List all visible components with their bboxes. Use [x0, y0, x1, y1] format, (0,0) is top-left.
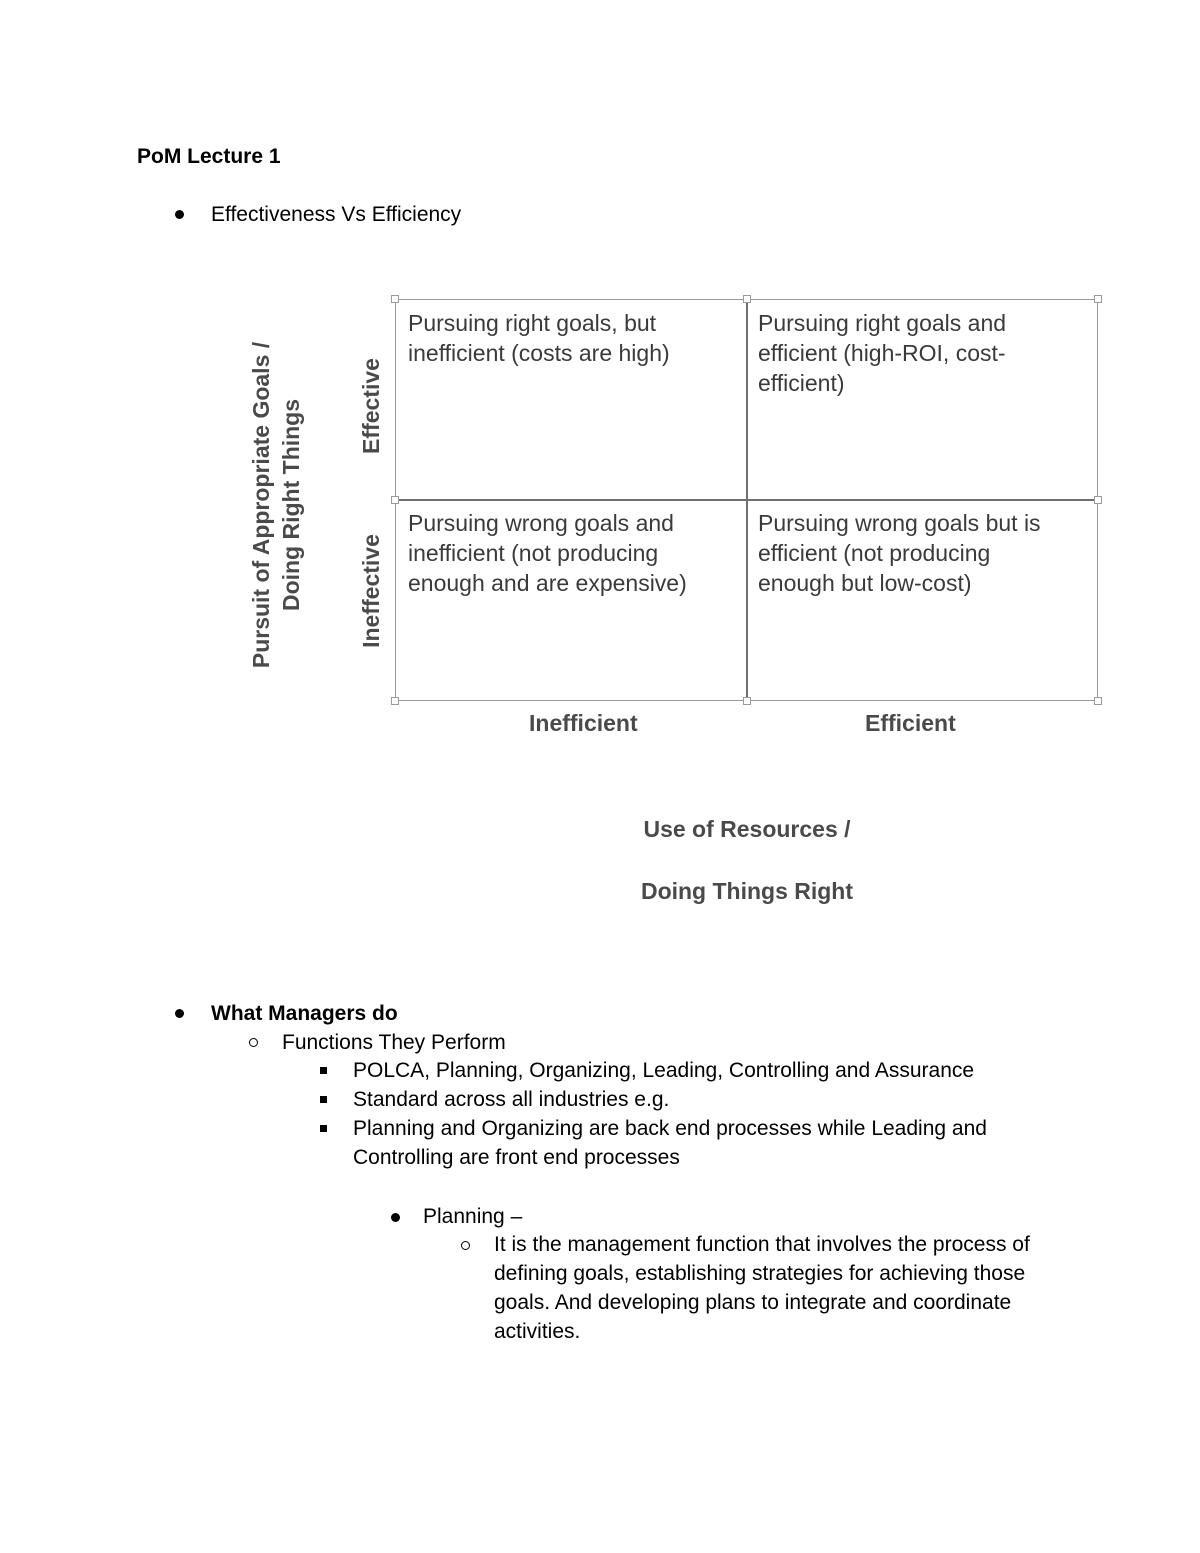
planning-definition-line1: It is the management function that involves the process of [494, 1233, 1030, 1256]
planning-definition-line3: goals. And developing plans to integrate and coordinate [494, 1291, 1012, 1314]
resize-handle-bottom-left[interactable] [391, 697, 399, 705]
cell-ineffective-inefficient: Pursuing wrong goals and inefficient (not producing enough and are expensive) [408, 510, 687, 596]
sub-bullet-functions-they-perform: Functions They Perform [282, 1031, 506, 1054]
planning-definition-line2: defining goals, establishing strategies for achieving those [494, 1262, 1026, 1285]
bullet-circle-icon [461, 1241, 470, 1250]
x-axis-title-line1: Use of Resources / [643, 816, 851, 842]
bullet-square-icon [320, 1067, 327, 1074]
bullet-disc-icon [175, 210, 184, 219]
resize-handle-middle-left[interactable] [391, 496, 399, 504]
cell-effective-inefficient: Pursuing right goals, but inefficient (costs are high) [408, 310, 670, 366]
planning-definition-line4: activities. [494, 1320, 581, 1343]
row-label-effective: Effective [358, 358, 384, 454]
resize-handle-bottom-right[interactable] [1094, 697, 1102, 705]
x-axis-title [597, 783, 897, 938]
matrix-grid [395, 299, 1098, 701]
bullet-circle-icon [249, 1038, 258, 1047]
list-item-standard-across-industries: Standard across all industries e.g. [353, 1088, 670, 1111]
bullet-disc-icon [175, 1009, 184, 1018]
y-axis-title-line1: Pursuit of Appropriate Goals / [248, 341, 274, 669]
bullet-square-icon [320, 1096, 327, 1103]
resize-handle-top-left[interactable] [391, 295, 399, 303]
resize-handle-middle-right[interactable] [1094, 496, 1102, 504]
x-axis-title-line2: Doing Things Right [640, 878, 854, 904]
bullet-what-managers-do: What Managers do [211, 1002, 398, 1025]
cell-effective-efficient: Pursuing right goals and efficient (high-ROI, cost- efficient) [758, 310, 1007, 396]
y-axis-title-line2: Doing Right Things [278, 398, 304, 612]
list-item-back-front-end-line1: Planning and Organizing are back end processes while Leading and [353, 1117, 987, 1140]
list-item-back-front-end-line2: Controlling are front end processes [353, 1146, 680, 1169]
page-title: PoM Lecture 1 [137, 145, 281, 168]
bullet-effectiveness-vs-efficiency: Effectiveness Vs Efficiency [211, 203, 462, 226]
cell-ineffective-efficient: Pursuing wrong goals but is efficient (not producing enough but low-cost) [758, 510, 1041, 596]
resize-handle-top-middle[interactable] [743, 295, 751, 303]
bullet-square-icon [320, 1125, 327, 1132]
y-axis-title [246, 342, 306, 668]
bullet-disc-icon [391, 1213, 400, 1222]
resize-handle-bottom-middle[interactable] [743, 697, 751, 705]
row-label-ineffective: Ineffective [358, 534, 384, 648]
bullet-planning: Planning – [423, 1205, 523, 1228]
column-label-inefficient: Inefficient [529, 710, 638, 736]
matrix-horizontal-divider [396, 499, 1097, 501]
list-item-polca: POLCA, Planning, Organizing, Leading, Controlling and Assurance [353, 1059, 975, 1082]
column-label-efficient: Efficient [865, 710, 956, 736]
resize-handle-top-right[interactable] [1094, 295, 1102, 303]
